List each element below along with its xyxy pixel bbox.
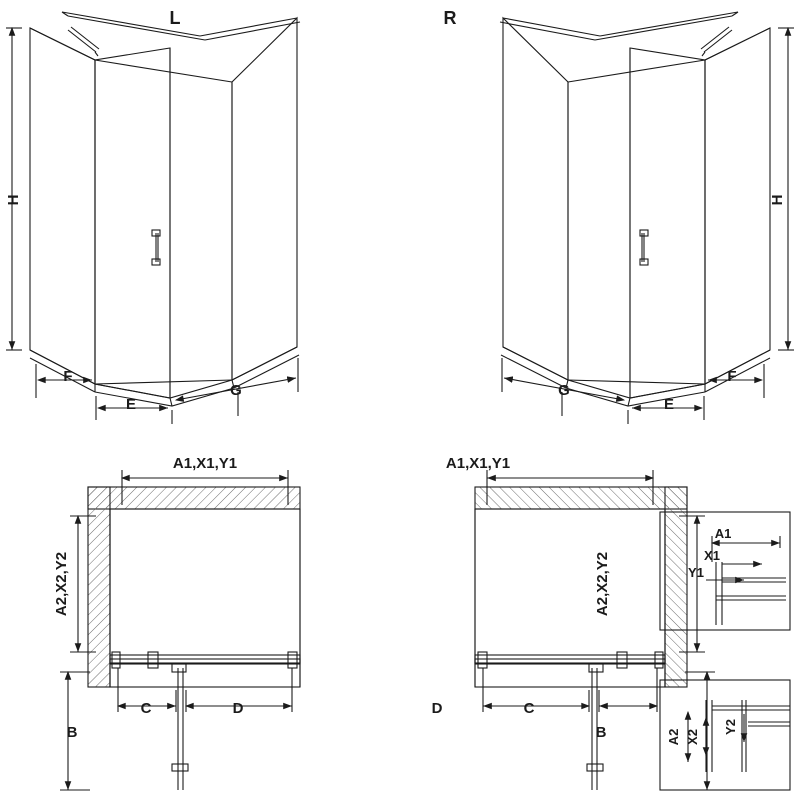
detail-top-label-a1: A1 <box>714 526 732 541</box>
plan-right-top-label: A1,X1,Y1 <box>445 455 511 472</box>
iso-left-height-label: H <box>5 194 22 206</box>
iso-right-label-g: G <box>558 382 570 399</box>
title-right: R <box>443 8 457 28</box>
title-left: L <box>169 8 181 28</box>
detail-bottom-label-y2: Y2 <box>723 719 738 735</box>
plan-right-door-open-label: B <box>595 724 607 741</box>
iso-right-height-label: H <box>769 194 786 206</box>
plan-right-side-label: A2,X2,Y2 <box>594 551 611 617</box>
iso-left-label-e: E <box>125 396 137 413</box>
iso-left-label-f: F <box>63 368 73 385</box>
plan-right-label-d: D <box>431 700 443 717</box>
iso-right-group <box>500 12 794 424</box>
detail-top-label-x1: X1 <box>704 548 720 563</box>
detail-bottom-label-a2: A2 <box>666 728 681 746</box>
plan-left-label-d: D <box>232 700 244 717</box>
iso-right-label-f: F <box>727 368 737 385</box>
plan-right-label-c: C <box>523 700 535 717</box>
plan-left-label-c: C <box>140 700 152 717</box>
detail-top-label-y1: Y1 <box>688 565 704 580</box>
detail-bottom-label-x2: X2 <box>685 729 700 745</box>
plan-left-group <box>60 470 300 790</box>
iso-left-group <box>6 12 300 424</box>
plan-left-door-open-label: B <box>66 724 78 741</box>
iso-left-label-g: G <box>230 382 242 399</box>
iso-right-label-e: E <box>663 396 675 413</box>
plan-left-top-label: A1,X1,Y1 <box>172 455 238 472</box>
plan-left-side-label: A2,X2,Y2 <box>53 551 70 617</box>
